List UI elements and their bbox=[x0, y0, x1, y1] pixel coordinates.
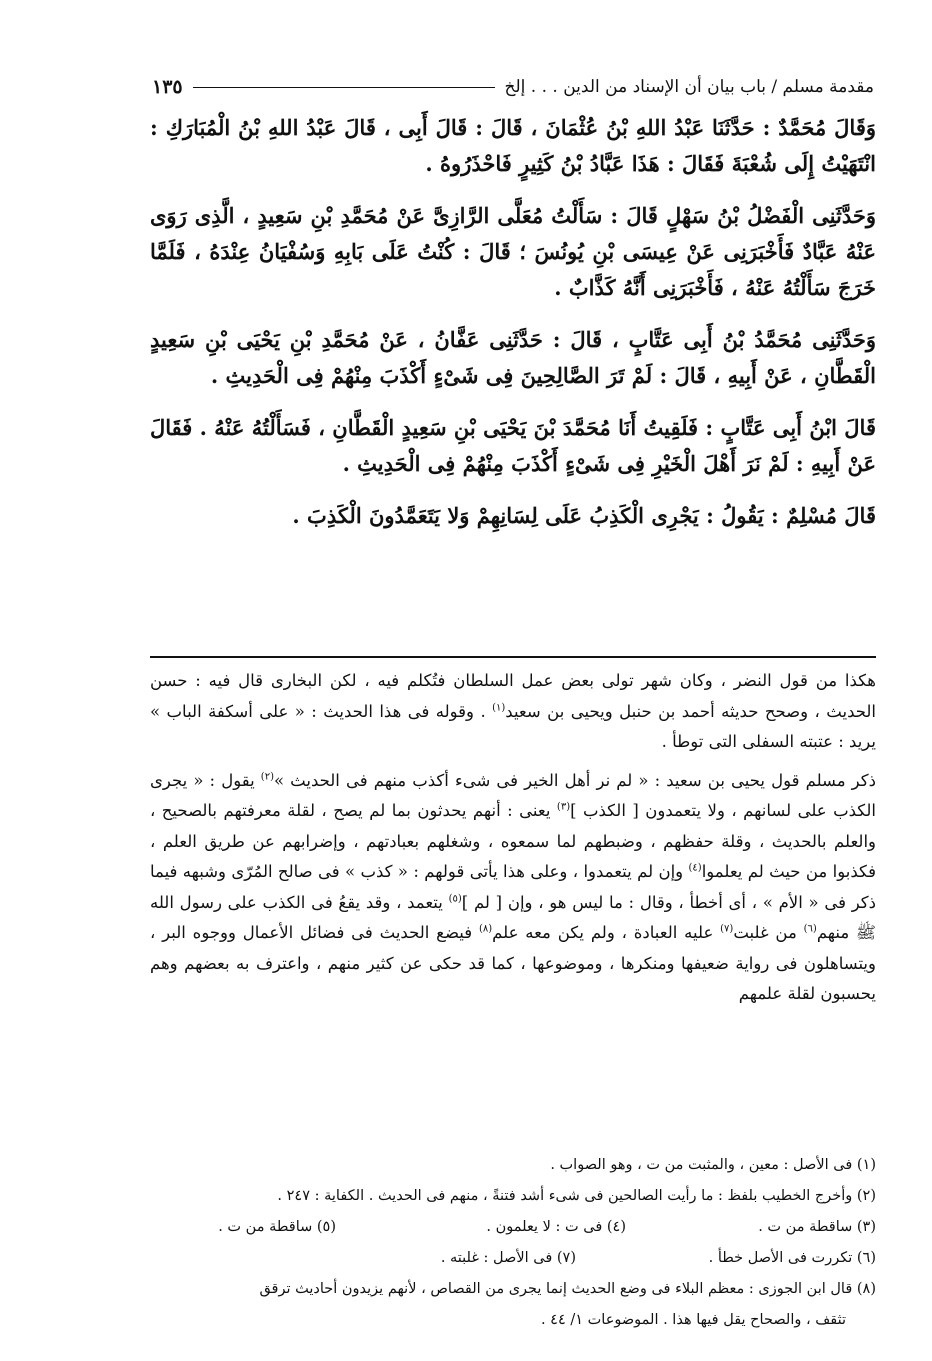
footnote-row bbox=[150, 1243, 876, 1274]
footnote-row bbox=[150, 1212, 876, 1243]
footnote-ref: (٥) bbox=[448, 893, 462, 904]
commentary-text: من غلبت bbox=[733, 923, 804, 942]
footnote-ref: (٤) bbox=[688, 862, 702, 874]
footnote: (٢) وأخرج الخطيب بلفظ : ما رأيت الصالحين فى شىء أشد فتنةً ، منهم فى الحديث . الكفاية : ٢٤٧ . bbox=[277, 1188, 876, 1204]
footnote: (٨) قال ابن الجوزى : معظم البلاء فى وضع الحديث إنما يجرى من القصاص ، لأنهم يزيدون أحاديث ترقق bbox=[259, 1281, 876, 1297]
footnote-ref: (٧) bbox=[720, 923, 734, 935]
main-paragraph: قَالَ ابْنُ أَبِى عَتَّابٍ : فَلَقِيتُ أَنَا مُحَمَّدَ بْنَ يَحْيَى بْنِ سَعِيدٍ الْقَطَّانِ ، فَسَأَلْتُهُ عَنْهُ . فَقَالَ عَنْ أَبِيهِ : لَمْ نَرَ أَهْلَ الْخَيْرِ فِى شَىْءٍ أَكْذَبَ مِنْهُمْ فِى الْحَدِيثِ . bbox=[150, 415, 876, 476]
main-paragraph: قَالَ مُسْلِمٌ : يَقُولُ : يَجْرِى الْكَذِبُ عَلَى لِسَانِهِمْ وَلا يَتَعَمَّدُونَ الْكَذِبَ . bbox=[292, 503, 876, 528]
section-divider bbox=[150, 656, 876, 658]
header-rule bbox=[193, 87, 495, 88]
page-number: ١٣٥ bbox=[152, 76, 183, 98]
commentary-text: هكذا من قول النضر ، وكان شهر تولى بعض عمل السلطان فتُكلم فيه ، لكن البخارى قال فيه : حسن الحديث ، وصحح حديثه أحمد بن حنبل ويحيى بن سعيد bbox=[150, 671, 876, 721]
commentary-text: فيضع الحديث فى فضائل الأعمال ووجوه البر ، ويتساهلون فى رواية ضعيفها ومنكرها ، وموضوعها ، كما قد حكى عن كثير منهم ، واعترف به بعضهم وهم يحسبون لقلة علمهم bbox=[150, 923, 876, 1003]
footnote: (٦) تكررت فى الأصل خطأ . bbox=[708, 1250, 876, 1266]
footnote-ref: (٨) bbox=[478, 923, 493, 935]
commentary-text: وإن لم يتعمدوا ، وعلى هذا يأتى قولهم : « كذب » فى صالح المُرّى وشبهه فيما ذكر فى « الأم » ، أى أخطأ ، وقال : ما ليس هو ، وإن [ لم ] bbox=[150, 862, 876, 912]
footnote-ref: (١) bbox=[492, 702, 506, 713]
footnote: (٥) ساقطة من ت . bbox=[218, 1219, 336, 1235]
footnote: (١) فى الأصل : معين ، والمثبت من ت ، وهو الصواب . bbox=[550, 1157, 876, 1173]
commentary-paragraph bbox=[150, 666, 876, 758]
footnote-ref: (٣) bbox=[556, 801, 571, 813]
commentary-text: عليه العبادة ، ولم يكن معه علم bbox=[492, 923, 721, 942]
commentary-text: ذكر مسلم قول يحيى بن سعيد : « لم نر أهل الخير فى شىء أكذب منهم فى الحديث » bbox=[273, 770, 876, 790]
header-title: مقدمة مسلم / باب بيان أن الإسناد من الدين . . . إلخ bbox=[504, 77, 874, 97]
running-header bbox=[152, 72, 874, 102]
commentary-text: يقول : « يجرى الكذب على لسانهم ، ولا يتعمدون [ الكذب ] bbox=[150, 770, 877, 820]
main-paragraph: وَحَدَّثَنِى مُحَمَّدُ بْنُ أَبِى عَتَّابٍ ، قَالَ : حَدَّثَنِى عَفَّانُ ، عَنْ مُحَمَّدِ بْنِ يَحْيَى بْنِ سَعِيدٍ الْقَطَّانِ ، عَنْ أَبِيهِ ، قَالَ : لَمْ تَرَ الصَّالِحِينَ فِى شَىْءٍ أَكْذَبَ مِنْهُمْ فِى الْحَدِيثِ . bbox=[150, 327, 876, 388]
commentary-text: يتعمد ، وقد يقعُ فى الكذب على رسول الله ﷺ منهم bbox=[150, 892, 876, 942]
hadith-text bbox=[150, 110, 876, 550]
footnote-continuation: تثقف ، والصحاح يقل فيها هذا . الموضوعات ١/ ٤٤ . bbox=[540, 1312, 846, 1328]
commentary bbox=[150, 666, 876, 1018]
main-paragraph: وَقَالَ مُحَمَّدٌ : حَدَّثَنَا عَبْدُ اللهِ بْنُ عُثْمَانَ ، قَالَ : قَالَ أَبِى ، قَالَ عَبْدُ اللهِ بْنُ الْمُبَارَكِ : انْتَهَيْتُ إِلَى شُعْبَةَ فَقَالَ : هَذَا عَبَّادُ بْنُ كَثِيرٍ فَاحْذَرُوهُ . bbox=[150, 115, 876, 176]
commentary-text: . وقوله فى هذا الحديث : « على أسكفة الباب » يريد : عتبته السفلى التى توطأ . bbox=[150, 701, 876, 751]
footnote: (٤) فى ت : لا يعلمون . bbox=[486, 1219, 626, 1235]
main-paragraph: وَحَدَّثَنِى الْفَضْلُ بْنُ سَهْلٍ قَالَ : سَأَلْتُ مُعَلَّى الرَّازِىَّ عَنْ مُحَمَّدِ بْنِ سَعِيدٍ ، الَّذِى رَوَى عَنْهُ عَبَّادٌ فَأَخْبَرَنِى عَنْ عِيسَى بْنِ يُونُسَ ؛ قَالَ : كُنْتُ عَلَى بَابِهِ وَسُفْيَانُ عِنْدَهُ ، فَلَمَّا خَرَجَ سَأَلْتُهُ عَنْهُ ، فَأَخْبَرَنِى أَنَّهُ كَذَّابٌ . bbox=[150, 203, 876, 300]
footnote: (٣) ساقطة من ت . bbox=[758, 1219, 876, 1235]
footnote-ref: (٦) bbox=[803, 923, 817, 935]
footnote: (٧) فى الأصل : غلبته . bbox=[440, 1250, 576, 1266]
footnotes bbox=[150, 1150, 876, 1336]
commentary-text: يعنى : أنهم يحدثون بما لم يصح ، لقلة معرفتهم بالصحيح ، والعلم بالحديث ، وقلة حفظهم ، وضبطهم لما سمعوه ، وشغلهم بعبادتهم ، وإضرابهم عن طريق العلم ، فكذبوا من حيث لم يعلموا bbox=[150, 801, 876, 881]
commentary-paragraph bbox=[150, 766, 876, 1010]
footnote-ref: (٢) bbox=[260, 771, 274, 782]
